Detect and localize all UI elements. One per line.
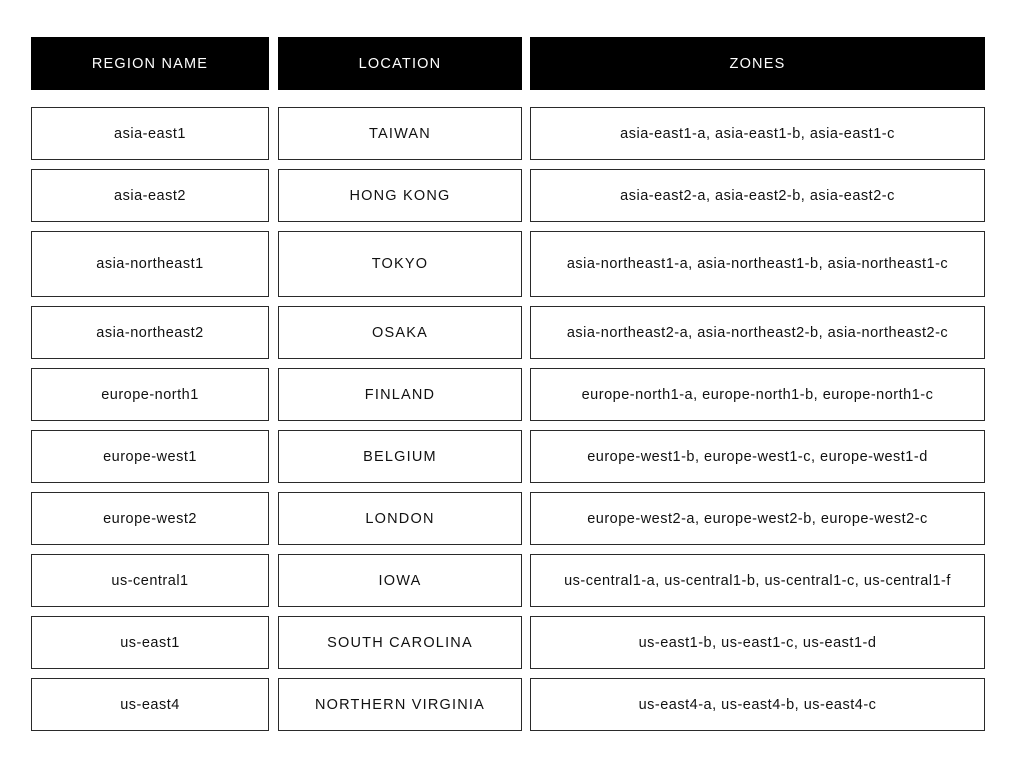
table-row-location-cell: IOWA — [278, 554, 522, 607]
table-row-zones-cell: asia-east2-a, asia-east2-b, asia-east2-c — [530, 169, 985, 222]
table-row-zones-cell: asia-northeast1-a, asia-northeast1-b, asia-northeast1-c — [530, 231, 985, 297]
table-row-zones-cell: europe-north1-a, europe-north1-b, europe-north1-c — [530, 368, 985, 421]
table-row-region-cell: asia-east1 — [31, 107, 269, 160]
table-row-location-cell: OSAKA — [278, 306, 522, 359]
table-row-zones-cell: us-east4-a, us-east4-b, us-east4-c — [530, 678, 985, 731]
table-row-region-cell: europe-west1 — [31, 430, 269, 483]
table-row-zones-cell: europe-west2-a, europe-west2-b, europe-west2-c — [530, 492, 985, 545]
table-row-location-cell: LONDON — [278, 492, 522, 545]
table-row-region-cell: us-central1 — [31, 554, 269, 607]
table-row-location-cell: BELGIUM — [278, 430, 522, 483]
table-row-region-cell: asia-northeast2 — [31, 306, 269, 359]
table-row-location-cell: NORTHERN VIRGINIA — [278, 678, 522, 731]
header-location: LOCATION — [278, 37, 522, 90]
table-row-region-cell: us-east4 — [31, 678, 269, 731]
table-row-region-cell: asia-east2 — [31, 169, 269, 222]
table-row-location-cell: TAIWAN — [278, 107, 522, 160]
table-row-region-cell: asia-northeast1 — [31, 231, 269, 297]
table-row-zones-cell: europe-west1-b, europe-west1-c, europe-west1-d — [530, 430, 985, 483]
table-row-zones-cell: asia-east1-a, asia-east1-b, asia-east1-c — [530, 107, 985, 160]
table-row-location-cell: FINLAND — [278, 368, 522, 421]
table-row-location-cell: SOUTH CAROLINA — [278, 616, 522, 669]
table-row-zones-cell: asia-northeast2-a, asia-northeast2-b, asia-northeast2-c — [530, 306, 985, 359]
header-zones: ZONES — [530, 37, 985, 90]
header-region-name: REGION NAME — [31, 37, 269, 90]
table-row-location-cell: HONG KONG — [278, 169, 522, 222]
table-row-zones-cell: us-east1-b, us-east1-c, us-east1-d — [530, 616, 985, 669]
table-row-zones-cell: us-central1-a, us-central1-b, us-central1-c, us-central1-f — [530, 554, 985, 607]
table-row-region-cell: us-east1 — [31, 616, 269, 669]
table-row-region-cell: europe-west2 — [31, 492, 269, 545]
table-row-region-cell: europe-north1 — [31, 368, 269, 421]
table-row-location-cell: TOKYO — [278, 231, 522, 297]
